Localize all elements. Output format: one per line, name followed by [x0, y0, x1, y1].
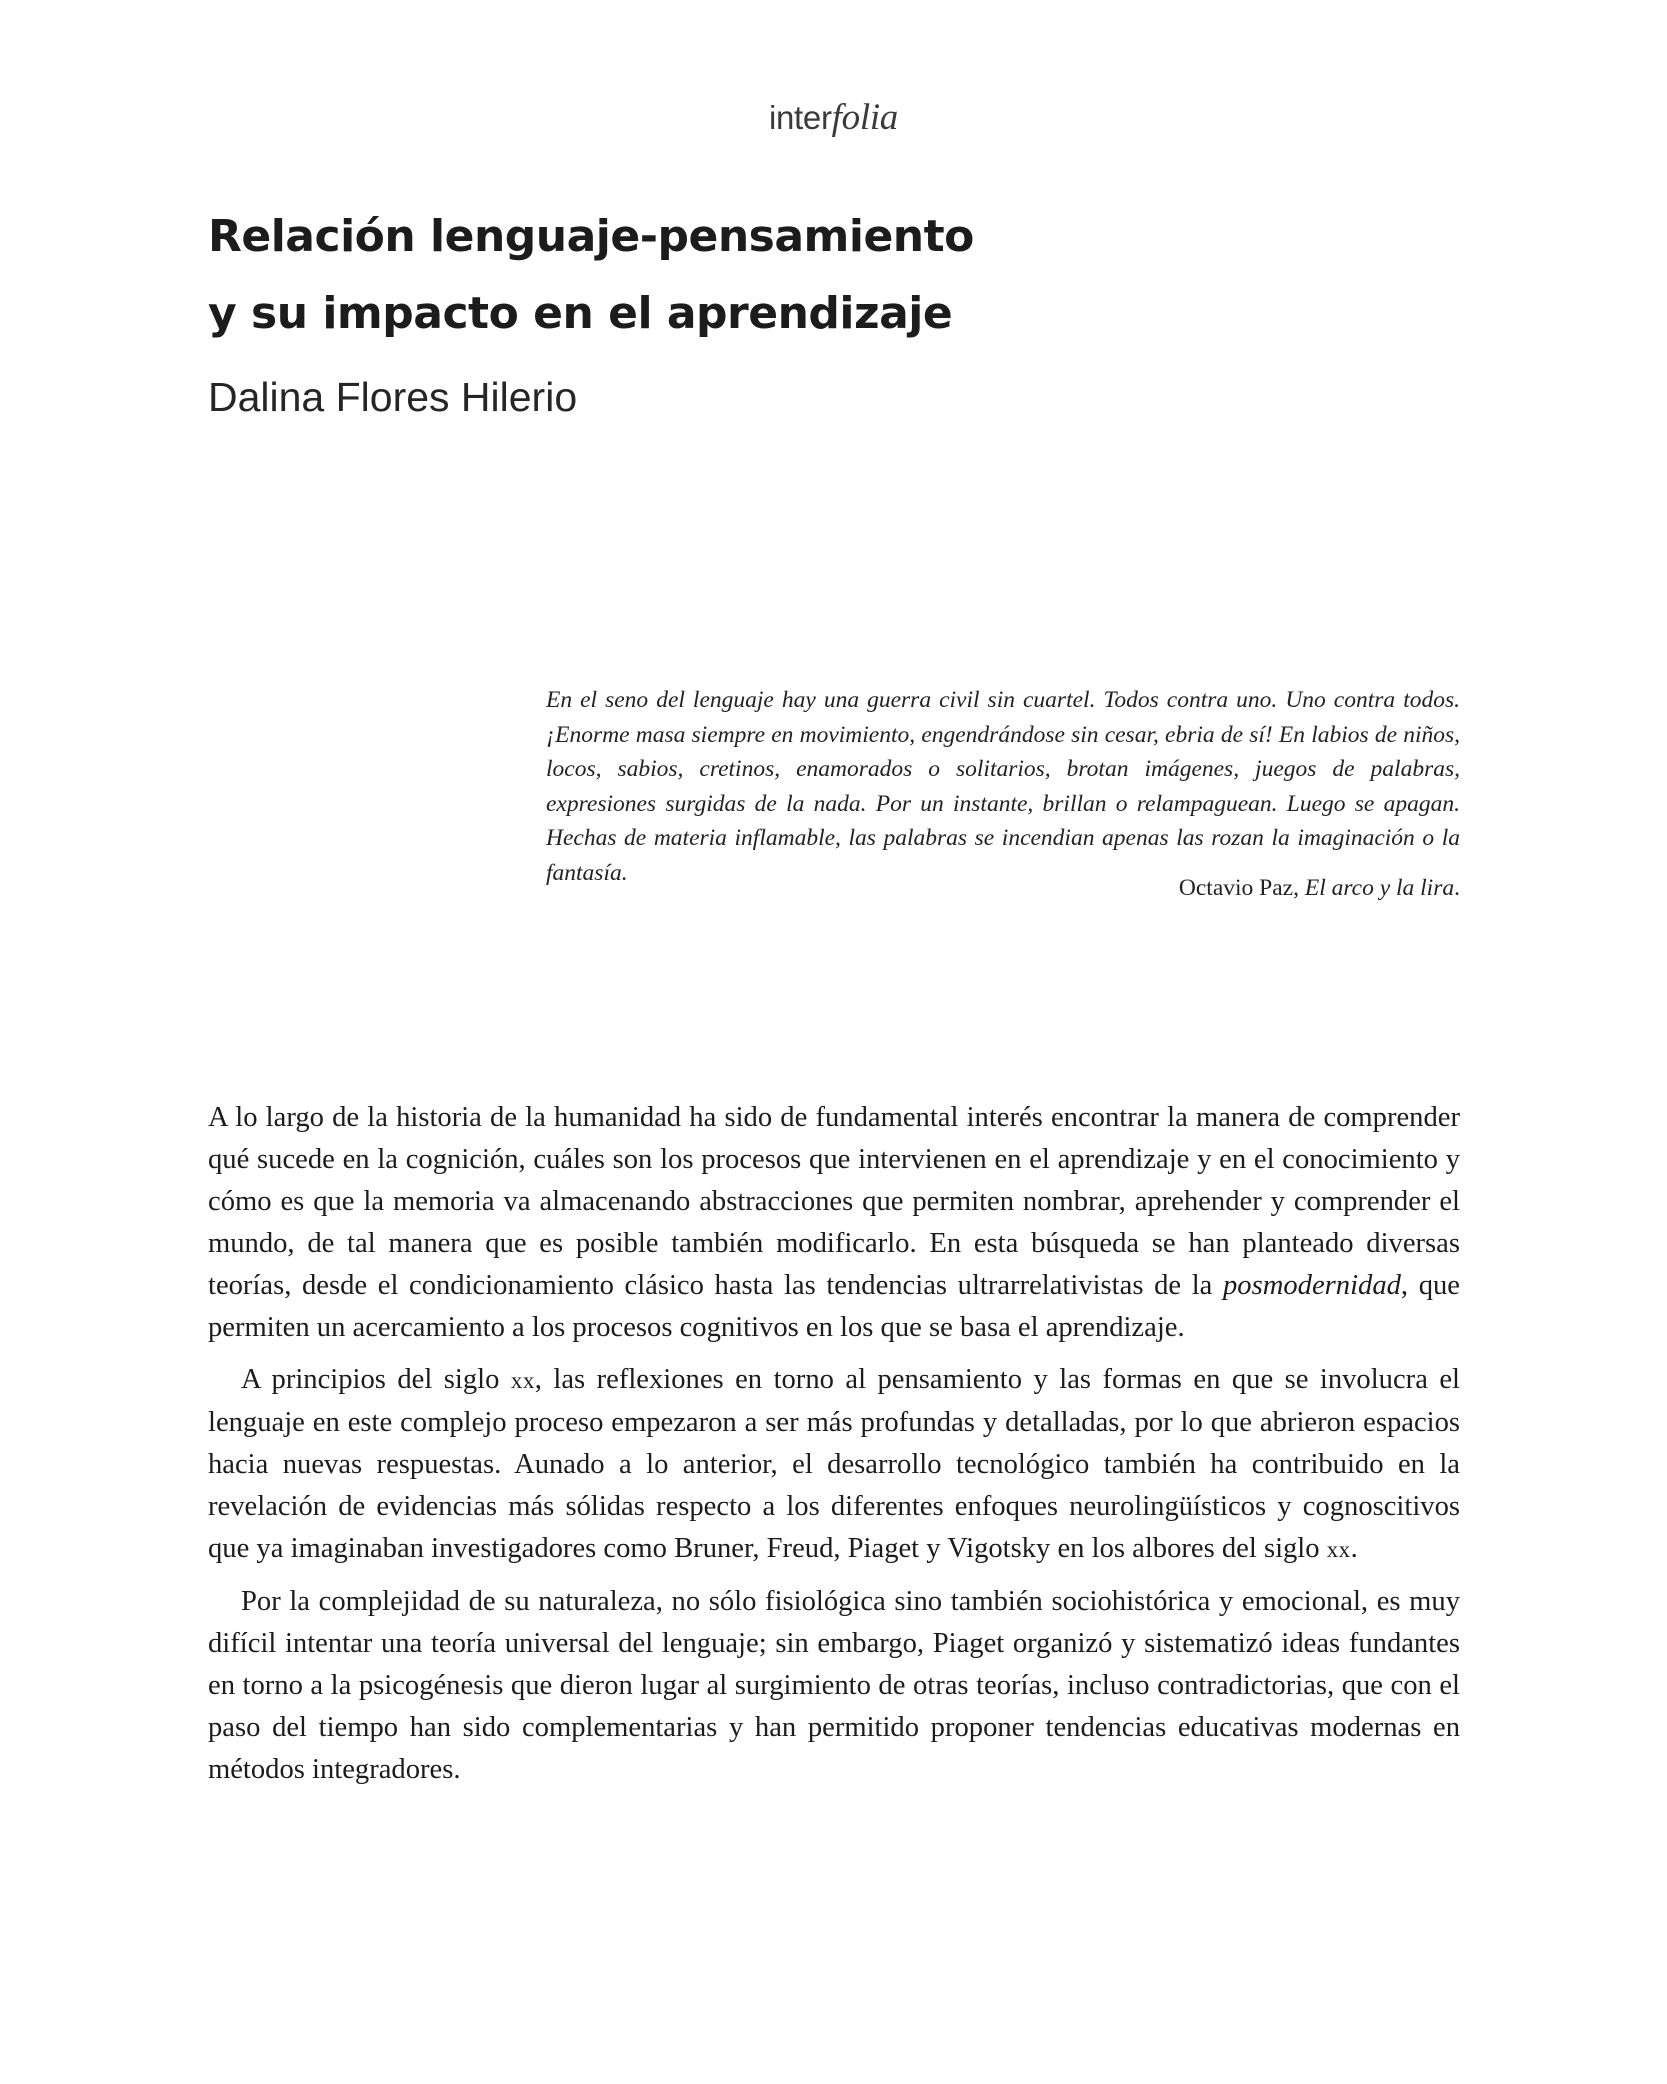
running-head	[0, 96, 1667, 139]
epigraph-source	[546, 871, 1460, 905]
journal-name-regular: inter	[768, 99, 832, 136]
paragraph-2-text-b: , las reflexiones en torno al pensamiento y las formas en que se involucra el lenguaje en este complejo proceso empezaron a ser más profundas y detalladas, por lo que abrieron espacios hacia nuevas respuestas. Aunado a lo anterior, el desarrollo tecnológico también ha contribuido en la revelación de evidencias más sólidas respecto a los diferentes enfoques neurolingüísticos y cognoscitivos que ya imaginaban investigadores como Bruner, Freud, Piaget y Vigotsky en los albores del siglo	[208, 1364, 1460, 1564]
title-line-2: y su impacto en el aprendizaje	[208, 288, 953, 339]
title-line-1: Relación lenguaje-pensamiento	[208, 211, 974, 262]
epigraph-quote: En el seno del lenguaje hay una guerra civil sin cuartel. Todos contra uno. Uno contra todos. ¡Enorme masa siempre en movimiento, engendrándose sin cesar, ebria de sí! En labios de niños, locos, sabios, cretinos, enamorados o solitarios, brotan imágenes, juegos de palabras, expresiones surgidas de la nada. Por un instante, brillan o relampaguean. Luego se apagan. Hechas de materia inflamable, las palabras se incendian apenas las rozan la imaginación o la fantasía.	[546, 687, 1460, 886]
article-title	[208, 198, 1468, 352]
paragraph-1-text-b: , que permiten un acercamiento a los procesos cognitivos en los que se basa el aprendizaje.	[208, 1270, 1460, 1343]
paragraph-3: Por la complejidad de su naturaleza, no sólo fisiológica sino también sociohistórica y emocional, es muy difícil intentar una teoría universal del lenguaje; sin embargo, Piaget organizó y sistematizó ideas fundantes en torno a la psicogénesis que dieron lugar al surgimiento de otras teorías, incluso contradictorias, que con el paso del tiempo han sido complementarias y han permitido proponer tendencias educativas modernas en métodos integradores.	[208, 1586, 1460, 1785]
century-numeral: xx	[1326, 1537, 1351, 1562]
paragraph-1	[208, 1097, 1460, 1349]
paragraph-1-text-a: A lo largo de la historia de la humanidad ha sido de fundamental interés encontrar la manera de comprender qué sucede en la cognición, cuáles son los procesos que intervienen en el aprendizaje y en el conocimiento y cómo es que la memoria va almacenando abstracciones que permiten nombrar, aprehender y comprender el mundo, de tal manera que es posible también modificarlo. En esta búsqueda se han planteado diversas teorías, desde el condicionamiento clásico hasta las tendencias ultrarrelativistas de la	[208, 1102, 1460, 1301]
journal-name-italic: folia	[831, 97, 899, 138]
author-name: Dalina Flores Hilerio	[208, 374, 578, 420]
epigraph-end: .	[1454, 875, 1460, 901]
paragraph-2-text-c: .	[1350, 1533, 1358, 1564]
paragraph-2	[208, 1359, 1460, 1571]
paragraph-1-emphasis: posmodernidad	[1223, 1270, 1401, 1301]
epigraph-work: El arco y la lira	[1304, 875, 1455, 901]
paragraph-2-text-a: A principios del siglo	[241, 1364, 511, 1395]
epigraph-author: Octavio Paz,	[1178, 875, 1305, 901]
article-body	[208, 1097, 1460, 1801]
century-numeral: xx	[510, 1368, 535, 1393]
